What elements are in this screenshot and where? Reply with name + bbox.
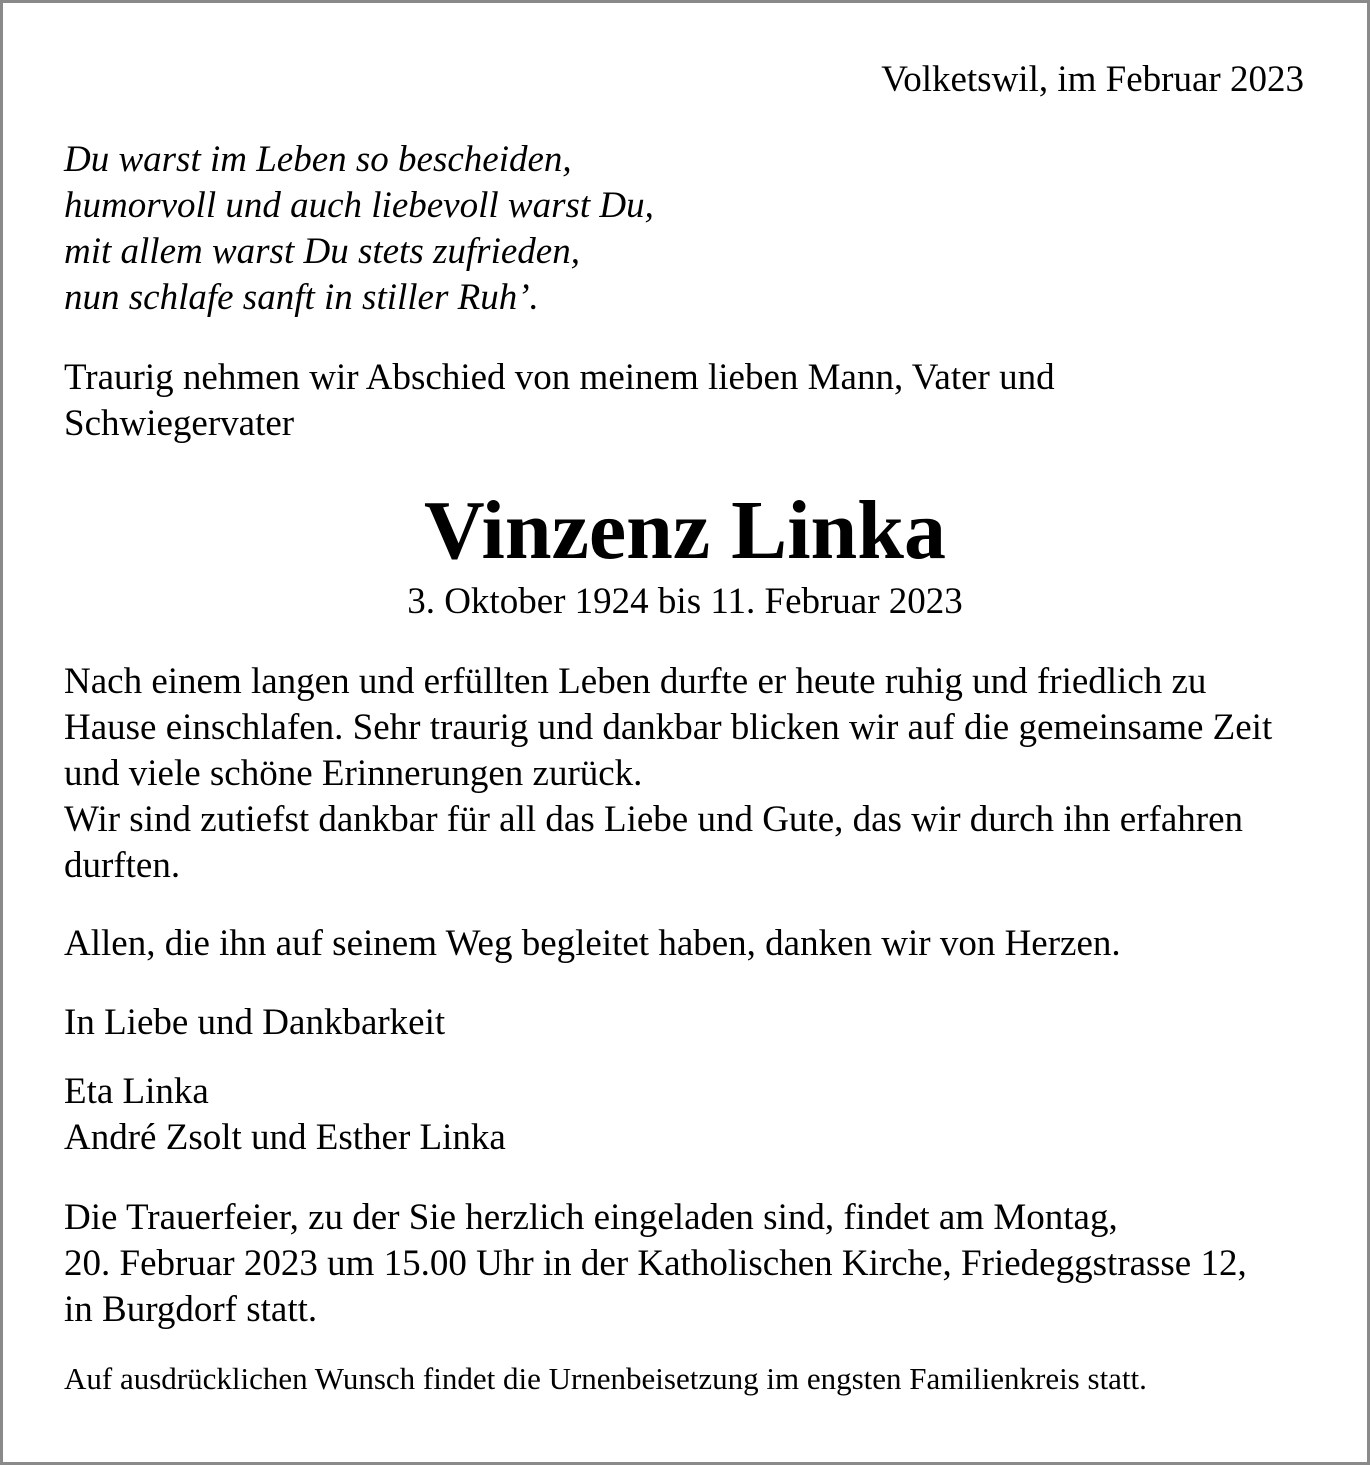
poem-line: nun schlafe sanft in stiller Ruh’. xyxy=(64,277,539,318)
body-line: durften. xyxy=(64,845,181,886)
burial-note xyxy=(64,1359,1307,1399)
ceremony-info xyxy=(64,1195,1307,1333)
thanks-text: Allen, die ihn auf seinem Weg begleitet haben, danken wir von Herzen. xyxy=(64,923,1121,964)
closing-line xyxy=(64,1000,1307,1046)
body-line: Wir sind zutiefst dankbar für all das Liebe und Gute, das wir durch ihn erfahren xyxy=(64,799,1244,840)
signer-name: André Zsolt und Esther Linka xyxy=(64,1117,506,1158)
poem-line: mit allem warst Du stets zufrieden, xyxy=(64,231,580,272)
signers-list xyxy=(64,1069,1307,1161)
body-line: Hause einschlafen. Sehr traurig und dankbar blicken wir auf die gemeinsame Zeit xyxy=(64,707,1273,748)
poem-line: Du warst im Leben so bescheiden, xyxy=(64,139,572,180)
body-line: Nach einem langen und erfüllten Leben durfte er heute ruhig und friedlich zu xyxy=(64,661,1207,702)
farewell-intro xyxy=(64,355,1307,447)
place-date: Volketswil, im Februar 2023 xyxy=(881,59,1304,100)
note-text: Auf ausdrücklichen Wunsch findet die Urnenbeisetzung im engsten Familienkreis statt. xyxy=(64,1361,1147,1396)
poem-line: humorvoll und auch liebevoll warst Du, xyxy=(64,185,654,226)
ceremony-line: 20. Februar 2023 um 15.00 Uhr in der Katholischen Kirche, Friedeggstrasse 12, xyxy=(64,1243,1247,1284)
life-dates: 3. Oktober 1924 bis 11. Februar 2023 xyxy=(407,581,963,622)
body-line: und viele schöne Erinnerungen zurück. xyxy=(64,753,643,794)
deceased-name: Vinzenz Linka xyxy=(424,484,946,577)
intro-line: Schwiegervater xyxy=(64,403,295,444)
memorial-poem xyxy=(64,137,1307,321)
thanks-line xyxy=(64,921,1307,967)
intro-line: Traurig nehmen wir Abschied von meinem lieben Mann, Vater und xyxy=(64,357,1055,398)
closing-text: In Liebe und Dankbarkeit xyxy=(64,1002,446,1043)
ceremony-line: in Burgdorf statt. xyxy=(64,1289,318,1330)
signer-name: Eta Linka xyxy=(64,1071,209,1112)
ceremony-line: Die Trauerfeier, zu der Sie herzlich eingeladen sind, findet am Montag, xyxy=(64,1197,1118,1238)
body-paragraph xyxy=(64,659,1307,889)
